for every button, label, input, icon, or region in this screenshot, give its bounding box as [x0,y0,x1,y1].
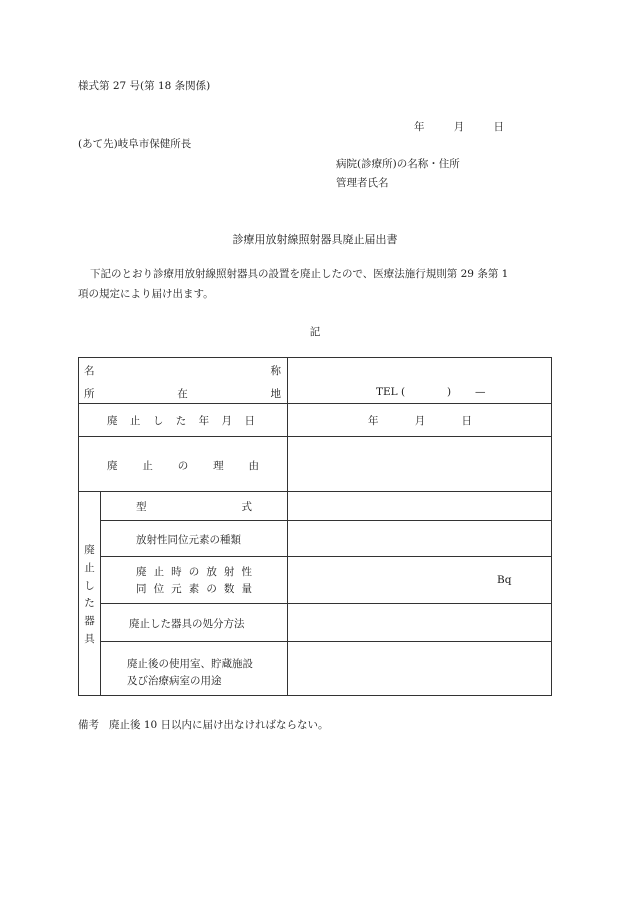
addressee: (あて先)岐阜市保健所長 [78,138,192,150]
submission-date [414,119,504,134]
note [78,717,329,732]
body-text-line1: 下記のとおり診療用放射線照射器具の設置を廃止したので、医療法施行規則第 29 条第 1 [90,268,509,280]
ki-heading: 記 [309,326,321,338]
note-label: 備考 [78,719,99,731]
document-title: 診療用放射線照射器具廃止届出書 [232,233,398,246]
abolish-date-value: 年 月 日 [368,415,472,427]
location-label: 所 在 地 [84,388,281,400]
note-text: 廃止後 10 日以内に届け出なければならない。 [109,719,329,731]
activity-unit: Bq [497,574,512,586]
form-number: 様式第 27 号(第 18 条関係) [78,80,211,92]
model-label: 型 式 [136,501,252,513]
date-year-label: 年 [414,121,425,133]
name-label: 名 称 [84,365,281,377]
abolish-date-label: 廃 止 し た 年 月 日 [107,415,255,427]
disposal-method-label: 廃止した器具の処分方法 [129,618,245,630]
hospital-name-address-label: 病院(診療所)の名称・住所 [336,158,460,170]
tel-close-paren: ) [447,386,452,398]
abolished-device-group-label: 廃 止 し た 器 具 [84,544,95,645]
activity-label-line1: 廃 止 時 の 放 射 性 [136,566,252,578]
manager-name-label: 管理者氏名 [336,177,389,189]
date-day-label: 日 [493,121,504,133]
body-text-line2: 項の規定により届け出ます。 [78,288,214,300]
tel-label: TEL ( [376,386,406,398]
activity-label-line2: 同 位 元 素 の 数 量 [136,583,252,595]
tel-dash: — [475,386,486,398]
isotope-type-label: 放射性同位元素の種類 [136,534,241,546]
reason-label: 廃 止 の 理 由 [107,460,259,472]
usage-label-line1: 廃止後の使用室、貯蔵施設 [127,658,253,670]
date-month-label: 月 [453,121,465,133]
usage-label-line2: 及び治療病室の用途 [127,675,222,687]
